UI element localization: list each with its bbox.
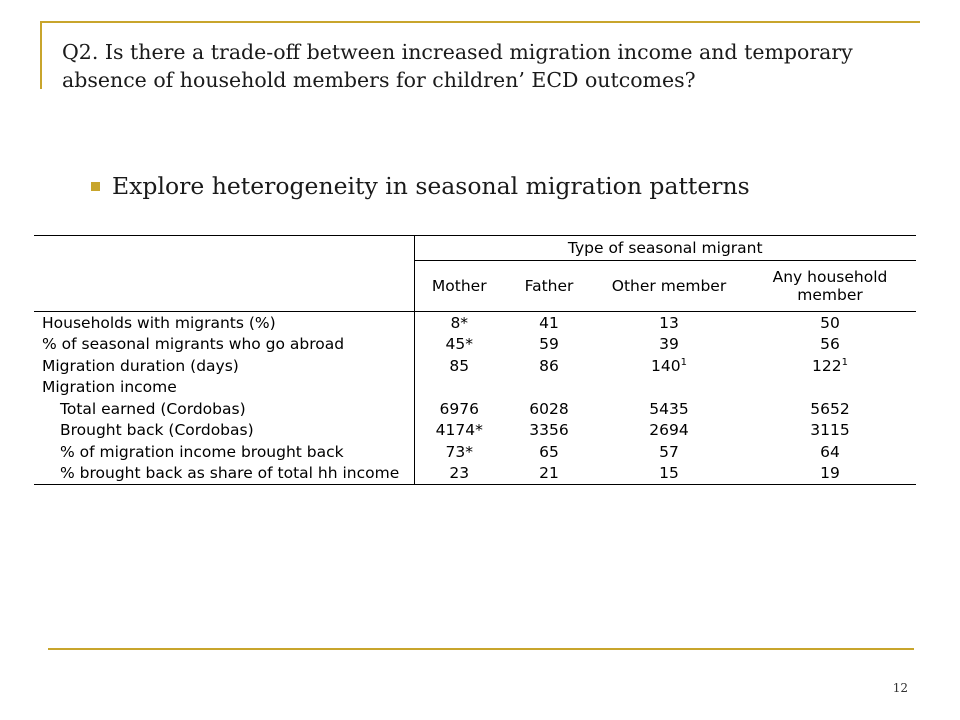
- table-cell: [414, 398, 504, 420]
- table-corner-cell: [34, 236, 414, 261]
- table-row: [34, 377, 916, 399]
- migration-table: [34, 235, 916, 485]
- cell-value: 5435: [649, 399, 689, 418]
- row-label: Migration duration (days): [42, 356, 239, 375]
- cell-value: 64: [820, 442, 840, 461]
- cell-value: 73*: [445, 442, 473, 461]
- top-accent-rule: [40, 21, 920, 23]
- cell-value: 15: [659, 464, 679, 483]
- table-cell: [744, 463, 916, 485]
- row-label: Total earned (Cordobas): [60, 399, 246, 418]
- cell-value: 65: [539, 442, 559, 461]
- table-cell: [744, 355, 916, 377]
- cell-value: 85: [449, 356, 470, 375]
- cell-value: 5652: [810, 399, 850, 418]
- cell-value: 50: [820, 313, 840, 332]
- column-header-father: Father: [504, 261, 594, 312]
- table-cell: [504, 441, 594, 463]
- slide-title: Q2. Is there a trade-off between increased migration income and temporary absence of household members for children’ ECD outcomes?: [62, 40, 853, 92]
- table-cell: [414, 463, 504, 485]
- cell-value: 4174*: [435, 421, 483, 440]
- column-header-mother: Mother: [414, 261, 504, 312]
- table-cell: [414, 312, 504, 334]
- cell-value: 86: [539, 356, 559, 375]
- bullet-item: [91, 172, 750, 200]
- cell-value: 3356: [529, 421, 569, 440]
- table-cell: [594, 334, 744, 356]
- cell-value: 21: [539, 464, 559, 483]
- cell-value: 3115: [810, 421, 850, 440]
- table-cell: [594, 312, 744, 334]
- page-number: 12: [892, 681, 908, 695]
- table-cell: [504, 377, 594, 399]
- table-cell: [594, 355, 744, 377]
- cell-value: 140: [651, 356, 681, 375]
- table-cell: [414, 420, 504, 442]
- table-column-header-row: [34, 261, 916, 312]
- table-row: [34, 441, 916, 463]
- row-label: Brought back (Cordobas): [60, 421, 254, 440]
- table-cell: [744, 334, 916, 356]
- table-cell: [744, 441, 916, 463]
- table-cell: [414, 377, 504, 399]
- cell-value: 122: [812, 356, 842, 375]
- row-label: % of migration income brought back: [60, 442, 344, 461]
- table-cell: [504, 355, 594, 377]
- table-cell: [414, 355, 504, 377]
- footnote-marker: 1: [680, 356, 687, 368]
- cell-value: 6976: [439, 399, 479, 418]
- table-cell: [504, 312, 594, 334]
- cell-value: 45*: [445, 335, 473, 354]
- table-cell: [594, 441, 744, 463]
- table-row: [34, 334, 916, 356]
- cell-value: 39: [659, 335, 679, 354]
- cell-value: 19: [820, 464, 840, 483]
- table-cell: [504, 420, 594, 442]
- table-cell: [594, 398, 744, 420]
- column-header-any-household-member: Any household member: [744, 261, 916, 312]
- table-cell: [594, 377, 744, 399]
- table-cell: [594, 420, 744, 442]
- row-label: % of seasonal migrants who go abroad: [42, 335, 345, 354]
- table-cell: [504, 334, 594, 356]
- bullet-square-icon: [91, 182, 100, 191]
- table-cell: [414, 441, 504, 463]
- table-row: [34, 312, 916, 334]
- table-body: [34, 312, 916, 485]
- cell-value: 57: [659, 442, 679, 461]
- cell-value: 13: [659, 313, 679, 332]
- column-header-other-member: Other member: [594, 261, 744, 312]
- cell-value: 23: [449, 464, 470, 483]
- table-cell: [504, 398, 594, 420]
- row-label: % brought back as share of total hh income: [34, 463, 414, 485]
- table-header-spacer: [34, 261, 414, 312]
- table-row: [34, 398, 916, 420]
- bullet-text: Explore heterogeneity in seasonal migration patterns: [112, 172, 750, 200]
- table-group-header-row: [34, 236, 916, 261]
- table-cell: [744, 420, 916, 442]
- table-cell: [744, 398, 916, 420]
- group-header: Type of seasonal migrant: [414, 236, 916, 261]
- table-row: [34, 420, 916, 442]
- left-accent-rule: [40, 21, 42, 89]
- cell-value: 2694: [649, 421, 689, 440]
- footnote-marker: 1: [841, 356, 848, 368]
- cell-value: 41: [539, 313, 559, 332]
- table-row: [34, 463, 916, 485]
- table-cell: [504, 463, 594, 485]
- table-cell: [414, 334, 504, 356]
- table-cell: [744, 312, 916, 334]
- cell-value: 56: [820, 335, 840, 354]
- row-label: Households with migrants (%): [42, 313, 276, 332]
- table-cell: [594, 463, 744, 485]
- table-row: [34, 355, 916, 377]
- cell-value: 59: [539, 335, 559, 354]
- bottom-accent-rule: [48, 648, 914, 650]
- cell-value: 8*: [450, 313, 469, 332]
- row-label: Migration income: [42, 378, 177, 397]
- table-cell: [744, 377, 916, 399]
- cell-value: 6028: [529, 399, 569, 418]
